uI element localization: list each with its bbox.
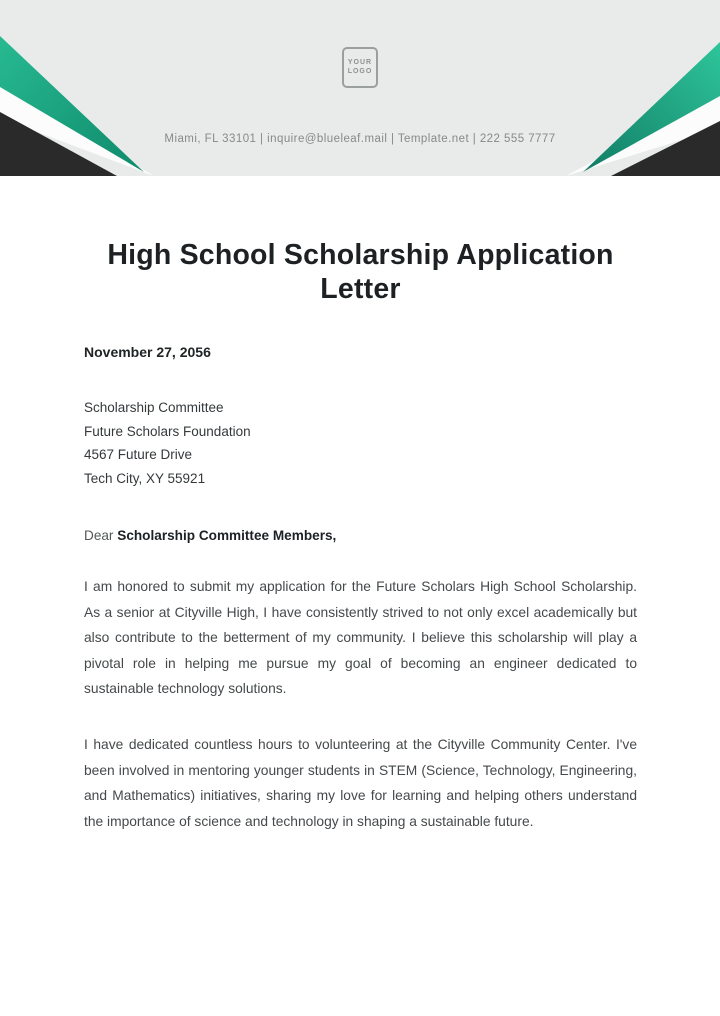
contact-info: Miami, FL 33101 | inquire@blueleaf.mail | Template.net | 222 555 7777: [164, 133, 556, 145]
page-title: High School Scholarship Application Letter: [107, 239, 614, 305]
salutation-name: Scholarship Committee Members,: [117, 528, 337, 543]
recipient-line: Scholarship Committee: [84, 400, 224, 415]
letter-body: [0, 238, 720, 834]
salutation: [84, 527, 637, 544]
letter-date: November 27, 2056: [84, 344, 211, 360]
logo-text-line1: YOUR: [347, 59, 373, 66]
salutation-prefix: Dear: [84, 528, 118, 543]
recipient-line: Future Scholars Foundation: [84, 423, 251, 439]
letterhead: [0, 0, 720, 176]
logo-text-line2: LOGO: [347, 68, 373, 75]
logo-placeholder: [342, 47, 378, 88]
recipient-address: [84, 396, 637, 490]
paragraph-1: I am honored to submit my application for the Future Scholars High School Scholarship. As a senior at Cityville High, I have consistently strived to not only excel academically but also contribute to the betterment of my community. I believe this scholarship will play a pivotal role in helping me pursue my goal of becoming an engineer dedicated to sustainable technology solutions.: [84, 579, 637, 697]
recipient-line: 4567 Future Drive: [84, 447, 193, 462]
letterhead-decoration: [0, 0, 720, 176]
paragraph-2: I have dedicated countless hours to volunteering at the Cityville Community Center. I've been involved in mentoring younger students in STEM (Science, Technology, Engineering, and Mathematics) initiatives, sharing my love for learning and helping others understand the importance of science and technology in shaping a sustainable future.: [84, 736, 637, 829]
recipient-line: Tech City, XY 55921: [84, 470, 206, 486]
